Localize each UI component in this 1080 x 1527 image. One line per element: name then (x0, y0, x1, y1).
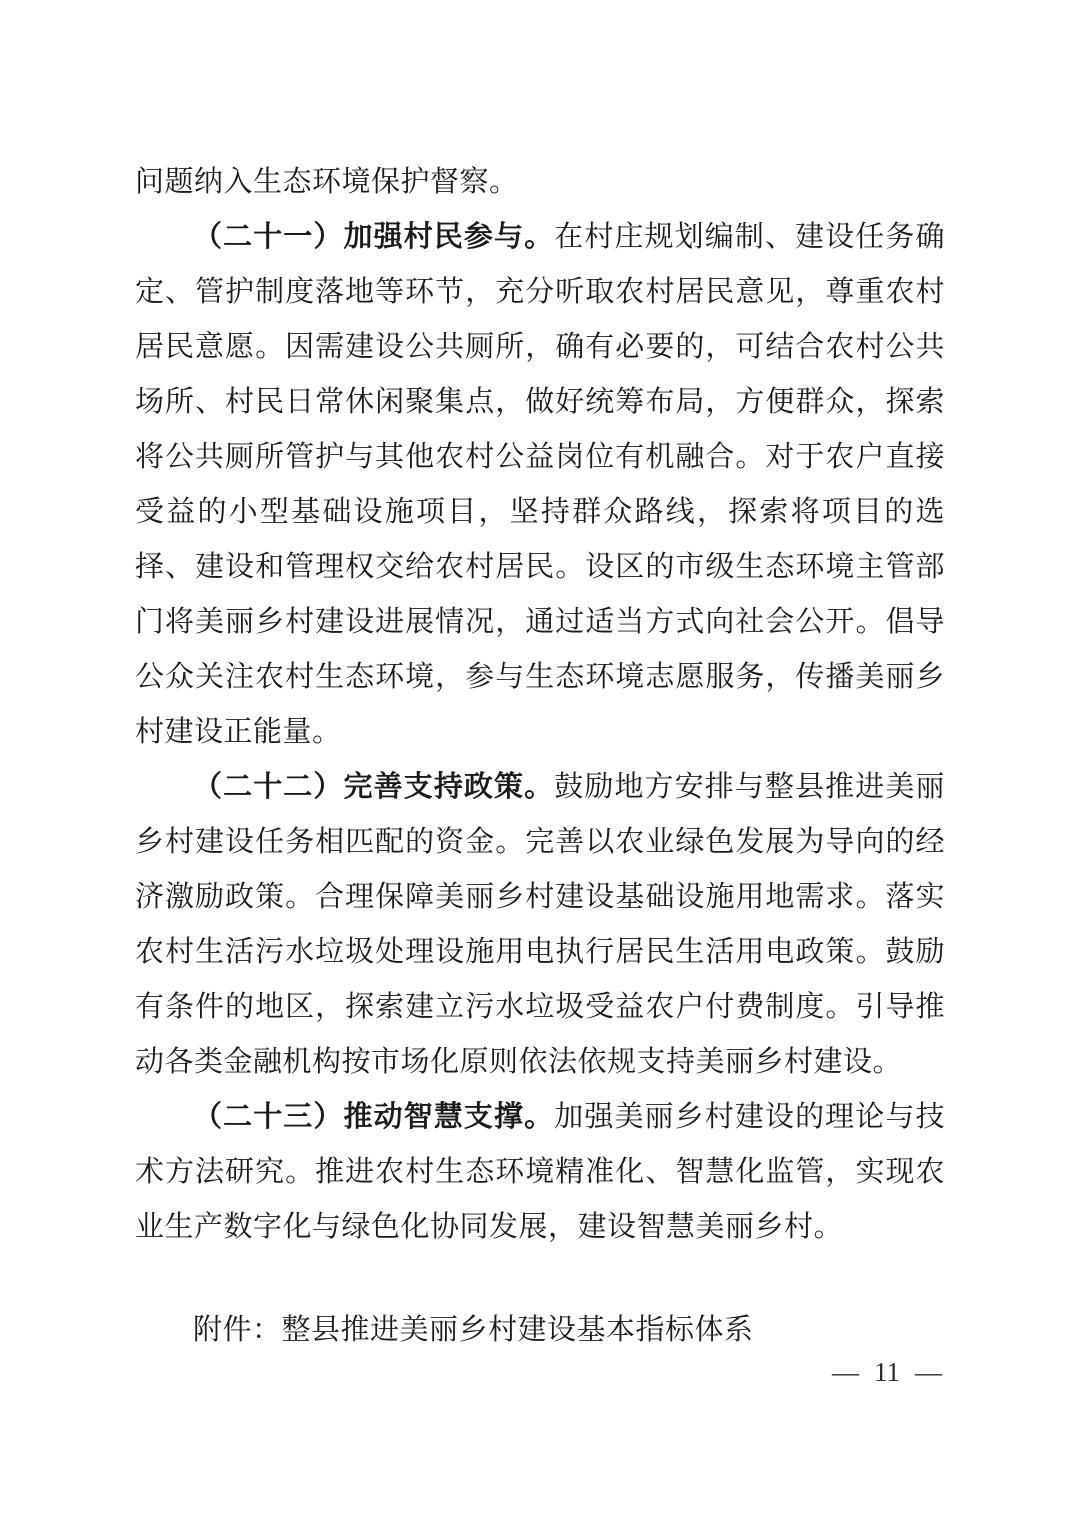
paragraph-section-23 (135, 1090, 945, 1255)
document-body (135, 155, 945, 1358)
paragraph-section-21 (135, 210, 945, 760)
section-23-heading: （二十三）推动智慧支撑。 (193, 1101, 555, 1133)
footer-dash-right: — (915, 1357, 942, 1387)
section-22-text: 鼓励地方安排与整县推进美丽乡村建设任务相匹配的资金。完善以农业绿色发展为导向的经济激励政策。合理保障美丽乡村建设基础设施用地需求。落实农村生活污水垃圾处理设施用电执行居民生活用电政策。鼓励有条件的地区，探索建立污水垃圾受益农户付费制度。引导推动各类金融机构按市场化原则依法依规支持美丽乡村建设。 (135, 771, 945, 1078)
paragraph-section-22 (135, 760, 945, 1090)
attachment-line (135, 1303, 945, 1358)
section-23-text: 加强美丽乡村建设的理论与技术方法研究。推进农村生态环境精准化、智慧化监管，实现农业生产数字化与绿色化协同发展，建设智慧美丽乡村。 (135, 1101, 945, 1243)
page-footer (832, 1356, 942, 1388)
section-21-heading: （二十一）加强村民参与。 (193, 221, 555, 253)
section-22-heading: （二十二）完善支持政策。 (193, 771, 555, 803)
paragraph-continuation-text: 问题纳入生态环境保护督察。 (135, 166, 519, 198)
section-21-text: 在村庄规划编制、建设任务确定、管护制度落地等环节，充分听取农村居民意见，尊重农村居民意愿。因需建设公共厕所，确有必要的，可结合农村公共场所、村民日常休闲聚集点，做好统筹布局，方便群众，探索将公共厕所管护与其他农村公益岗位有机融合。对于农户直接受益的小型基础设施项目，坚持群众路线，探索将项目的选择、建设和管理权交给农村居民。设区的市级生态环境主管部门将美丽乡村建设进展情况，通过适当方式向社会公开。倡导公众关注农村生态环境，参与生态环境志愿服务，传播美丽乡村建设正能量。 (135, 221, 945, 748)
paragraph-continuation (135, 155, 945, 210)
attachment-label: 附件： (193, 1314, 282, 1346)
page-number: 11 (874, 1357, 900, 1387)
footer-dash-left: — (832, 1357, 859, 1387)
attachment-title: 整县推进美丽乡村建设基本指标体系 (281, 1314, 754, 1346)
